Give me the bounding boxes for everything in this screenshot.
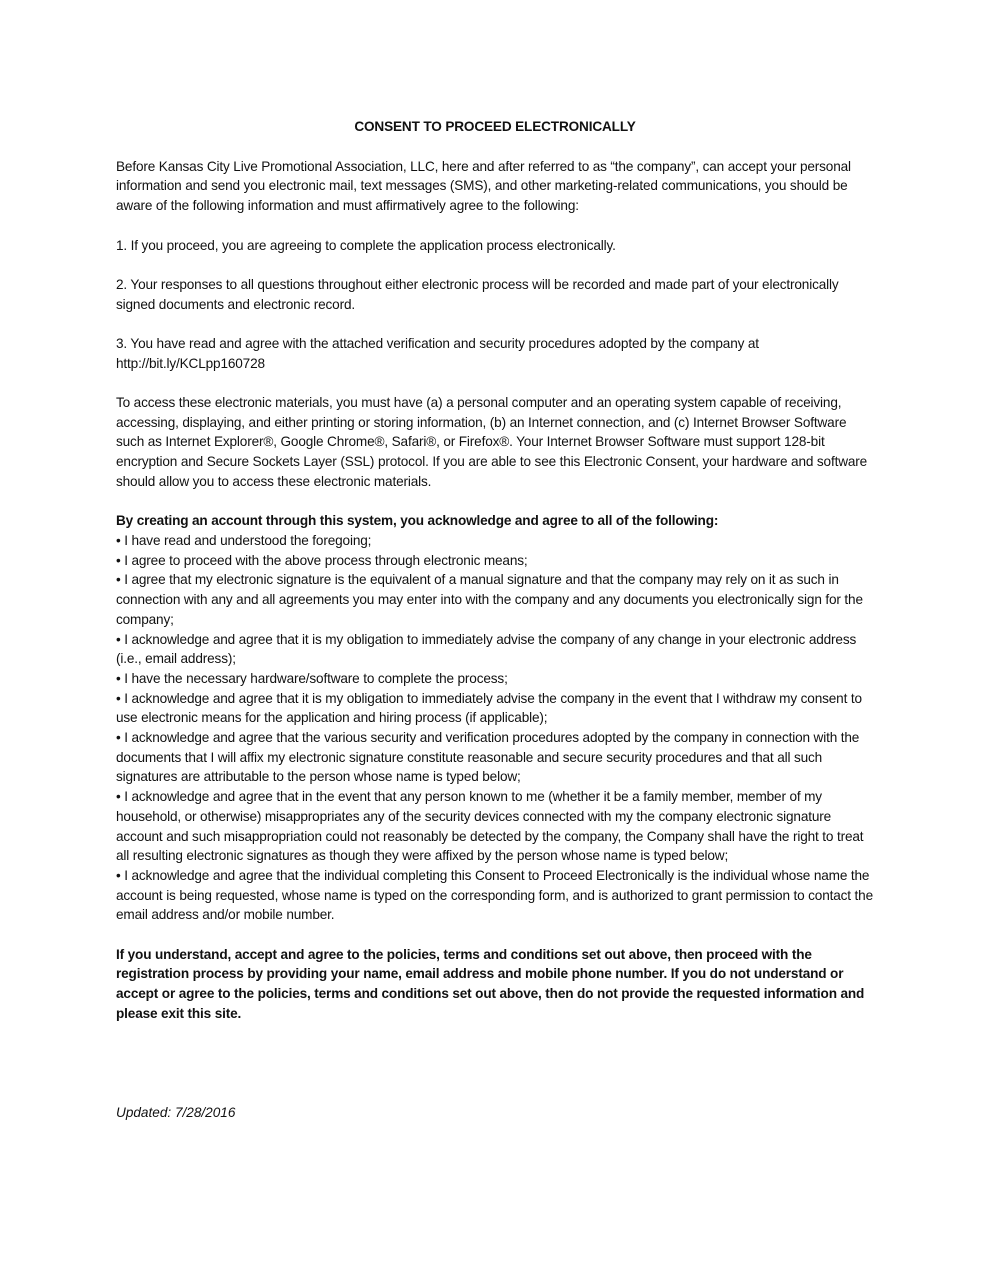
intro-paragraph: Before Kansas City Live Promotional Association, LLC, here and after referred to as “the company”, can accept your personal information and send you electronic mail, text messages (SMS), and other marketing-related communications, you should be aware of the following information and must affirmatively agree to the following: [116,158,851,214]
acknowledgement-bullet: • I acknowledge and agree that it is my obligation to immediately advise the company of any change in your electronic address (i.e., email address); [116,631,857,667]
acknowledgement-bullet: • I acknowledge and agree that it is my obligation to immediately advise the company in the event that I withdraw my consent to use electronic means for the application and hiring process (if applicable); [116,690,862,726]
acknowledgement-section [116,511,874,925]
acknowledgement-bullet: • I have read and understood the foregoing; [116,532,372,548]
document-title: CONSENT TO PROCEED ELECTRONICALLY [354,119,636,134]
item-2-paragraph: 2. Your responses to all questions throughout either electronic process will be recorded and made part of your electronically signed documents and electronic record. [116,276,839,312]
acknowledgement-bullet: • I have the necessary hardware/software to complete the process; [116,670,508,686]
access-paragraph: To access these electronic materials, you must have (a) a personal computer and an operating system capable of receiving, accessing, displaying, and either printing or storing information, (b) an Internet connection, and (c) Internet Browser Software such as Internet Explorer®, Google Chrome®, Safari®, or Firefox®. Your Internet Browser Software must support 128-bit encryption and Secure Sockets Layer (SSL) protocol. If you are able to see this Electronic Consent, your hardware and software should allow you to access these electronic materials. [116,395,868,489]
closing-paragraph: If you understand, accept and agree to the policies, terms and conditions set out above, then proceed with the registration process by providing your name, email address and mobile phone number. If you do not understand or accept or agree to the policies, terms and conditions set out above, then do not provide the requested information and please exit this site. [116,946,865,1021]
acknowledgement-bullet: • I acknowledge and agree that the individual completing this Consent to Proceed Electronically is the individual whose name the account is being requested, whose name is typed on the corresponding form, and is authorized to grant permission to contact the email address and/or mobile number. [116,867,874,923]
acknowledgement-heading: By creating an account through this system, you acknowledge and agree to all of the following: [116,513,719,529]
item-1-paragraph: 1. If you proceed, you are agreeing to complete the application process electronically. [116,237,616,253]
acknowledgement-bullet: • I agree that my electronic signature is the equivalent of a manual signature and that the company may rely on it as such in connection with any and all agreements you may enter into with the company and any documents you electronically sign for the company; [116,572,863,627]
updated-date: Updated: 7/28/2016 [116,1105,236,1120]
item-3-paragraph [116,334,874,373]
acknowledgement-bullet: • I agree to proceed with the above process through electronic means; [116,552,528,568]
verification-link[interactable]: http://bit.ly/KCLpp160728 [116,355,265,371]
document-body [116,117,874,1043]
acknowledgement-bullet: • I acknowledge and agree that in the event that any person known to me (whether it be a family member, member of my household, or otherwise) misappropriates any of the security devices connected with my the company electronic signature account and such misappropriation could not reasonably be detected by the company, the Company shall have the right to treat all resulting electronic signatures as though they were affixed by the person whose name is typed below; [116,789,864,864]
acknowledgement-bullet: • I acknowledge and agree that the various security and verification procedures adopted by the company in connection with the documents that I will affix my electronic signature constitute reasonable and secure security procedures and that all such signatures are attributable to the person whose name is typed below; [116,730,860,785]
item-3-text: 3. You have read and agree with the attached verification and security procedures adopted by the company at [116,335,759,351]
